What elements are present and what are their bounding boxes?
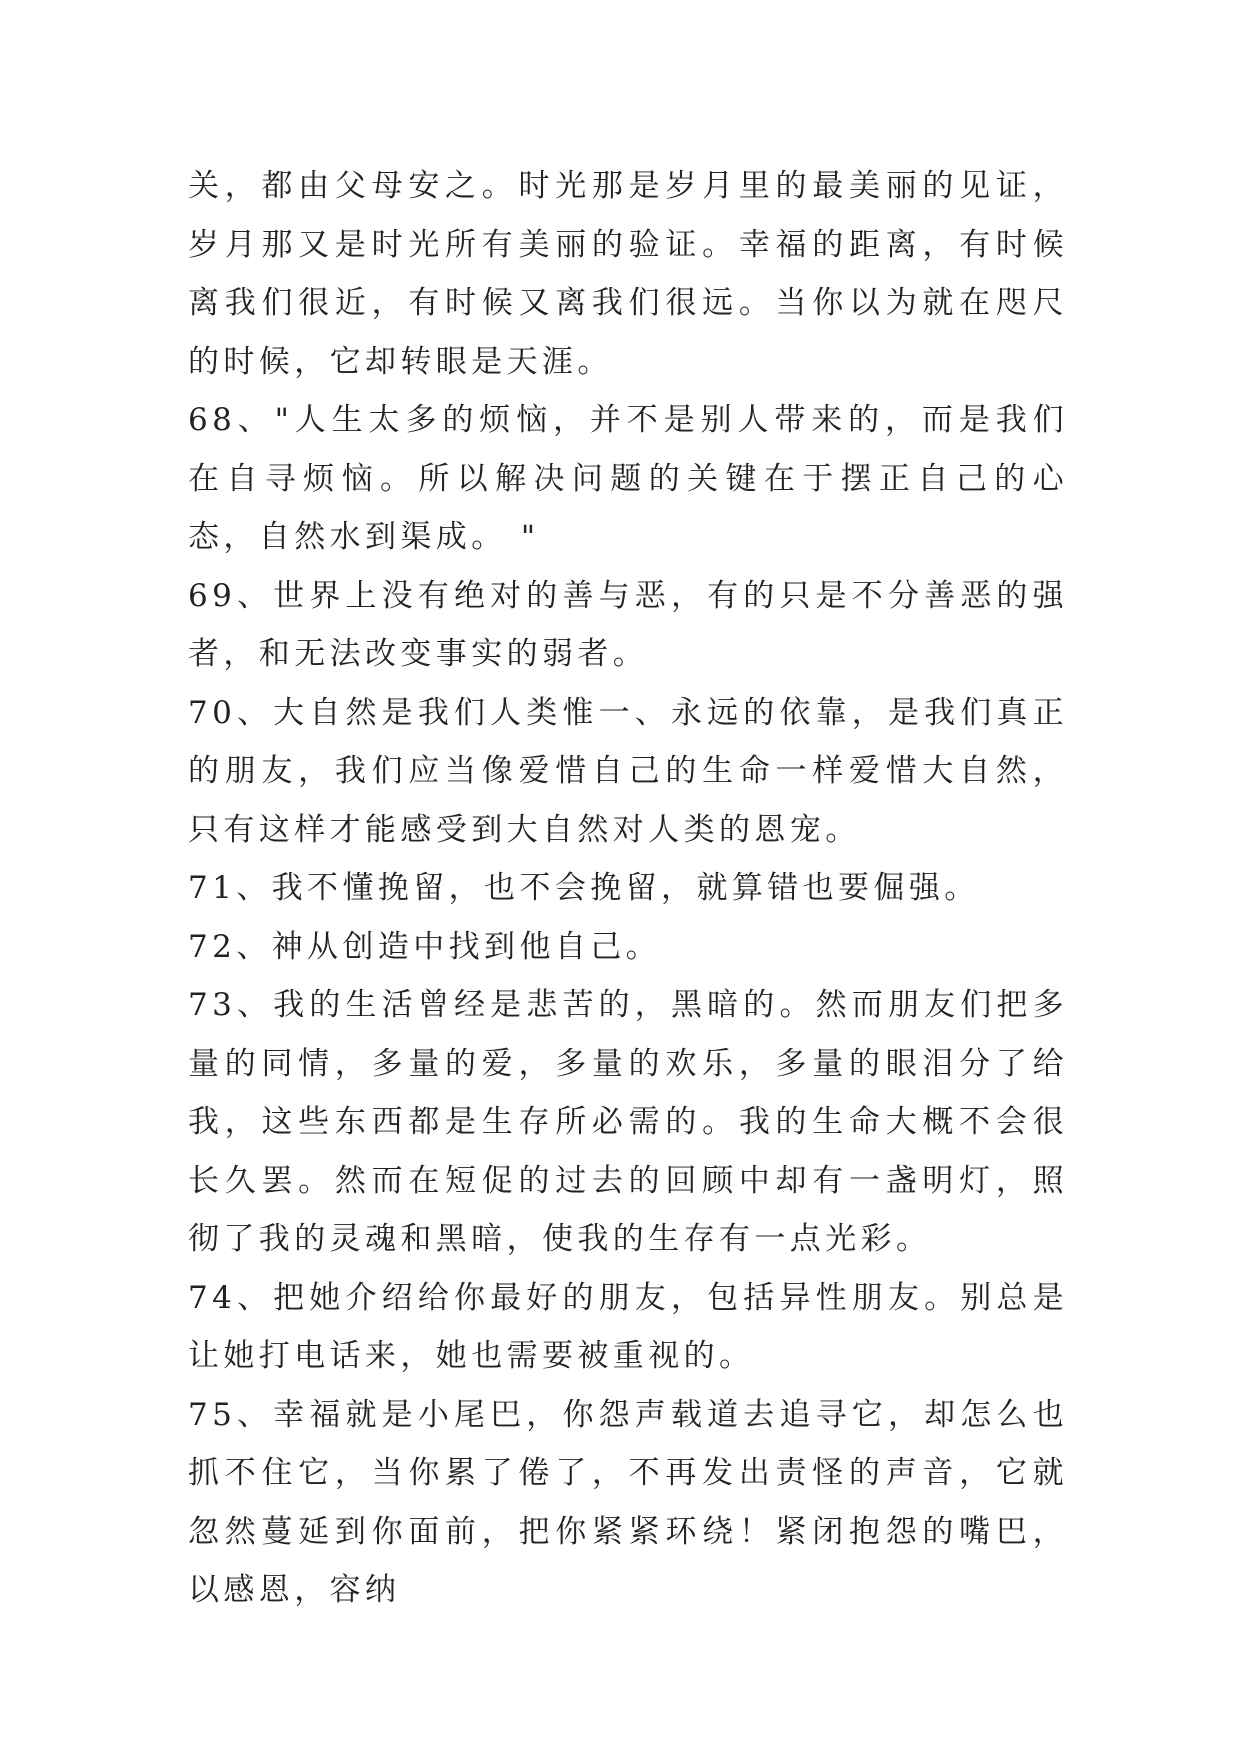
paragraph-70: 70、大自然是我们人类惟一、永远的依靠，是我们真正的朋友，我们应当像爱惜自己的生命一样爱惜大自然，只有这样才能感受到大自然对人类的恩宠。 [188, 694, 1068, 848]
paragraph-68: 68、"人生太多的烦恼，并不是别人带来的，而是我们在自寻烦恼。所以解决问题的关键在于摆正自己的心态，自然水到渠成。 " [188, 402, 1068, 555]
paragraph-75: 75、幸福就是小尾巴，你怨声载道去追寻它，却怎么也抓不住它，当你累了倦了，不再发出责怪的声音，它就忽然蔓延到你面前，把你紧紧环绕！紧闭抱怨的嘴巴，以感恩，容纳 [188, 1396, 1068, 1608]
paragraph-69: 69、世界上没有绝对的善与恶，有的只是不分善恶的强者，和无法改变事实的弱者。 [188, 577, 1068, 672]
paragraph-72: 72、神从创造中找到他自己。 [188, 928, 662, 965]
paragraph-73: 73、我的生活曾经是悲苦的，黑暗的。然而朋友们把多量的同情，多量的爱，多量的欢乐，多量的眼泪分了给我，这些东西都是生存所必需的。我的生命大概不会很长久罢。然而在短促的过去的回顾中却有一盏明灯，照彻了我的灵魂和黑暗，使我的生存有一点光彩。 [188, 987, 1068, 1257]
paragraph-74: 74、把她介绍给你最好的朋友，包括异性朋友。别总是让她打电话来，她也需要被重视的。 [188, 1279, 1068, 1374]
document-page [188, 157, 1068, 1620]
paragraph-continued: 关，都由父母安之。时光那是岁月里的最美丽的见证，岁月那又是时光所有美丽的验证。幸福的距离，有时候离我们很近，有时候又离我们很远。当你以为就在咫尺的时候，它却转眼是天涯。 [188, 168, 1068, 380]
paragraph-71: 71、我不懂挽留，也不会挽留，就算错也要倔强。 [188, 870, 980, 906]
